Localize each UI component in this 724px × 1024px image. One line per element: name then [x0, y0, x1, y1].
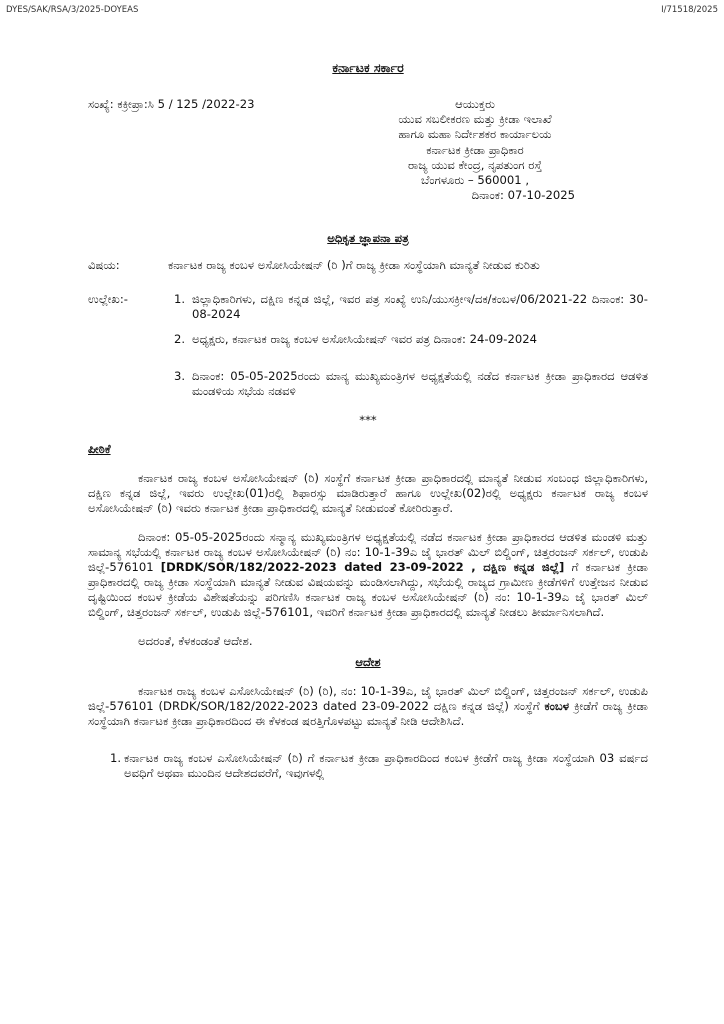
registration-reference: [DRDK/SOR/182/2022-2023 dated 23-09-2022 , ದಕ್ಷಿಣ ಕನ್ನಡ ಜಿಲ್ಲೆ] [160, 560, 565, 574]
reference-text: ಜಿಲ್ಲಾಧಿಕಾರಿಗಳು, ದಕ್ಷಿಣ ಕನ್ನಡ ಜಿಲ್ಲೆ, ಇವರ ಪತ್ರ ಸಂಖ್ಯೆ ಉನಿ/ಯುಸಕ್ರೀಇ/ದಕ/ಕಂಬಳ/06/2021-22 ದಿನಾಂಕ: 30-08-2024 [192, 292, 648, 321]
condition-item [88, 751, 648, 781]
office-block [88, 97, 648, 223]
sport-name: ಕಂಬಳ [544, 699, 570, 713]
condition-number: 1. [110, 751, 122, 765]
preamble-heading: ಪೀಠಿಕೆ [88, 442, 111, 456]
section-separator: *** [359, 413, 377, 427]
reference-text: ಅಧ್ಯಕ್ಷರು, ಕರ್ನಾಟಕ ರಾಜ್ಯ ಕಂಬಳ ಅಸೋಸಿಯೇಷನ್ ಇವರ ಪತ್ರ ದಿನಾಂಕ: 24-09-2024 [192, 332, 537, 346]
reference-item [88, 332, 648, 347]
condition-text: ಕರ್ನಾಟಕ ರಾಜ್ಯ ಕಂಬಳ ಎಸೋಸಿಯೇಷನ್ (ರಿ) ಗೆ ಕರ್ನಾಟಕ ಕ್ರೀಡಾ ಪ್ರಾಧಿಕಾರದಿಂದ ಕಂಬಳ ಕ್ರೀಡೆಗೆ ರಾಜ್ಯ ಕ್ರೀಡಾ ಸಂಸ್ಥೆಯಾಗಿ 03 ವರ್ಷದ ಅವಧಿಗೆ ಅಥವಾ ಮುಂದಿನ ಆದೇಶದವರೆಗೆ, ಇವುಗಳಲ್ಲಿ [124, 751, 648, 780]
order-text: ಕರ್ನಾಟಕ ರಾಜ್ಯ ಕಂಬಳ ಎಸೋಸಿಯೇಷನ್ (ರಿ) (ರಿ), ನಂ: 10-1-39ಎ, ಜೈ ಭಾರತ್ ಮಿಲ್ ಬಿಲ್ಡಿಂಗ್, ಚಿತ್ತರಂಜನ್ ಸರ್ಕಲ್, ಉಡುಪಿ ಜಿಲ್ಲೆ-576101 (DRDK/SOR/182/2022-2023 dated 23-09-2022 ದಕ್ಷಿಣ ಕನ್ನಡ ಜಿಲ್ಲೆ) ಸಂಸ್ಥೆಗೆ [88, 684, 648, 713]
reference-number-2: 2. [174, 332, 186, 346]
subject-text: ಕರ್ನಾಟಕ ರಾಜ್ಯ ಕಂಬಳ ಅಸೋಸಿಯೇಷನ್ (ರಿ )ಗೆ ರಾಜ್ಯ ಕ್ರೀಡಾ ಸಂಸ್ಥೆಯಾಗಿ ಮಾನ್ಯತೆ ನೀಡುವ ಕುರಿತು [168, 258, 540, 272]
subject-block [88, 258, 648, 288]
order-paragraph [88, 684, 648, 729]
reference-text: ದಿನಾಂಕ: 05-05-2025ರಂದು ಮಾನ್ಯ ಮುಖ್ಯಮಂತ್ರಿಗಳ ಅಧ್ಯಕ್ಷತೆಯಲ್ಲಿ ನಡೆದ ಕರ್ನಾಟಕ ಕ್ರೀಡಾ ಪ್ರಾಧಿಕಾರದ ಆಡಳಿತ ಮಂಡಳಿಯ ಸಭೆಯ ನಡವಳಿ [192, 369, 648, 398]
preamble-paragraph-2 [88, 530, 648, 620]
order-heading: ಆದೇಶ [355, 655, 381, 669]
preamble-paragraph-1: ಕರ್ನಾಟಕ ರಾಜ್ಯ ಕಂಬಳ ಅಸೋಸಿಯೇಷನ್ (ರಿ) ಸಂಸ್ಥೆಗೆ ಕರ್ನಾಟಕ ಕ್ರೀಡಾ ಪ್ರಾಧಿಕಾರದಲ್ಲಿ ಮಾನ್ಯತೆ ನೀಡುವ ಸಂಬಂಧ ಜಿಲ್ಲಾಧಿಕಾರಿಗಳು, ದಕ್ಷಿಣ ಕನ್ನಡ ಜಿಲ್ಲೆ, ಇವರು ಉಲ್ಲೇಖ(01)ರಲ್ಲಿ ಶಿಫಾರಸ್ಸು ಮಾಡಿರುತ್ತಾರೆ ಹಾಗೂ ಉಲ್ಲೇಖ(02)ರಲ್ಲಿ ಅಧ್ಯಕ್ಷರು ಕರ್ನಾಟಕ ರಾಜ್ಯ ಕಂಬಳ ಅಸೋಸಿಯೇಷನ್ (ರಿ) ಇವರು ಕರ್ನಾಟಕ ಕ್ರೀಡಾ ಪ್ರಾಧಿಕಾರದಲ್ಲಿ ಮಾನ್ಯತೆ ನೀಡುವಂತೆ ಕೋರಿರುತ್ತಾರೆ. [88, 471, 648, 515]
reference-number: ಸಂಖ್ಯೆ: ಕಕ್ರೀಪ್ರಾ:ಸಿ 5 / 125 /2022-23 [88, 97, 255, 111]
government-title: ಕರ್ನಾಟಕ ಸರ್ಕಾರ [332, 60, 404, 75]
document-inward-number: I/71518/2025 [661, 5, 718, 15]
office-address [350, 97, 600, 203]
address-line: ರಾಜ್ಯ ಯುವ ಕೇಂದ್ರ, ನೃಪತುಂಗ ರಸ್ತೆ [408, 157, 542, 172]
address-line: ಬೆಂಗಳೂರು – 560001 , [420, 173, 530, 188]
reference-item [88, 292, 648, 322]
reference-number-1: 1. [174, 292, 186, 306]
order-text: ಕ್ರೀಡೆಗೆ ರಾಜ್ಯ ಕ್ರೀಡಾ ಸಂಸ್ಥೆಯಾಗಿ ಕರ್ನಾಟಕ ಕ್ರೀಡಾ ಪ್ರಾಧಿಕಾರದಿಂದ ಈ ಕೆಳಕಂಡ ಷರತ್ತಿಗೊಳಪಟ್ಟು ಮಾನ್ಯತೆ ನೀಡಿ ಆದೇಶಿಸಿದೆ. [88, 699, 648, 728]
preamble-text: ಗೆ ಕರ್ನಾಟಕ ಕ್ರೀಡಾ ಪ್ರಾಧಿಕಾರದಲ್ಲಿ ರಾಜ್ಯ ಕ್ರೀಡಾ ಸಂಸ್ಥೆಯಾಗಿ ಮಾನ್ಯತೆ ನೀಡುವ ವಿಷಯವನ್ನು ಮಂಡಿಸಲಾಗಿದ್ದು, ಸಭೆಯಲ್ಲಿ ರಾಜ್ಯದ ಗ್ರಾಮೀಣ ಕ್ರೀಡೆಗಳಿಗೆ ಉತ್ತೇಜನ ನೀಡುವ ದೃಷ್ಟಿಯಿಂದ ಕಂಬಳ ಕ್ರೀಡೆಯ ವಿಶೇಷತೆಯನ್ನು ಪರಿಗಣಿಸಿ ಕರ್ನಾಟಕ ರಾಜ್ಯ ಕಂಬಳ ಅಸೋಸಿಯೇಷನ್ (ರಿ) ನಂ: 10-1-39ಎ ಜೈ ಭಾರತ್ ಮಿಲ್ ಬಿಲ್ಡಿಂಗ್, ಚಿತ್ತರಂಜನ್ ಸರ್ಕಲ್, ಉಡುಪಿ ಜಿಲ್ಲೆ-576101, ಇವರಿಗೆ ಕರ್ನಾಟಕ ಕ್ರೀಡಾ ಪ್ರಾಧಿಕಾರದಲ್ಲಿ ಮಾನ್ಯತೆ ನೀಡಲು ತೀರ್ಮಾನಿಸಲಾಗಿದೆ. [88, 560, 648, 619]
subject-label: ವಿಷಯ: [88, 258, 120, 272]
reference-number-3: 3. [174, 369, 186, 383]
preamble-text: ದಿನಾಂಕ: 05-05-2025ರಂದು ಸನ್ಮಾನ್ಯ ಮುಖ್ಯಮಂತ್ರಿಗಳ ಅಧ್ಯಕ್ಷತೆಯಲ್ಲಿ ನಡೆದ ಕರ್ನಾಟಕ ಕ್ರೀಡಾ ಪ್ರಾಧಿಕಾರದ ಆಡಳಿತ ಮಂಡಳಿ ಮತ್ತು ಸಾಮಾನ್ಯ ಸಭೆಯಲ್ಲಿ ಕರ್ನಾಟಕ ರಾಜ್ಯ ಕಂಬಳ ಅಸೋಸಿಯೇಷನ್ (ರಿ) ನಂ: 10-1-39ಎ ಜೈ ಭಾರತ್ ಮಿಲ್ ಬಿಲ್ಡಿಂಗ್, ಚಿತ್ತರಂಜನ್ ಸರ್ಕಲ್, ಉಡುಪಿ ಜಿಲ್ಲೆ-576101 [88, 530, 648, 574]
address-line: ಆಯುಕ್ತರು [455, 97, 495, 111]
document-header-id: DYES/SAK/RSA/3/2025-DOYEAS [6, 5, 139, 15]
therefore-line: ಅದರಂತೆ, ಕೆಳಕಂಡಂತೆ ಆದೇಶ. [138, 634, 253, 648]
address-line: ಹಾಗೂ ಮಹಾ ನಿರ್ದೇಶಕರ ಕಾರ್ಯಾಲಯ [398, 127, 552, 142]
references-block [88, 292, 648, 399]
proceedings-title: ಅಧಿಕೃತ ಜ್ಞಾಪನಾ ಪತ್ರ [327, 231, 409, 245]
address-line: ಯುವ ಸಬಲೀಕರಣ ಮತ್ತು ಕ್ರೀಡಾ ಇಲಾಖೆ [398, 112, 552, 127]
address-line: ಕರ್ನಾಟಕ ಕ್ರೀಡಾ ಪ್ರಾಧಿಕಾರ [426, 142, 524, 157]
references-label: ಉಲ್ಲೇಖ:- [88, 292, 128, 306]
reference-item [88, 369, 648, 399]
document-page [88, 60, 648, 781]
order-date: ದಿನಾಂಕ: 07-10-2025 [471, 188, 575, 203]
